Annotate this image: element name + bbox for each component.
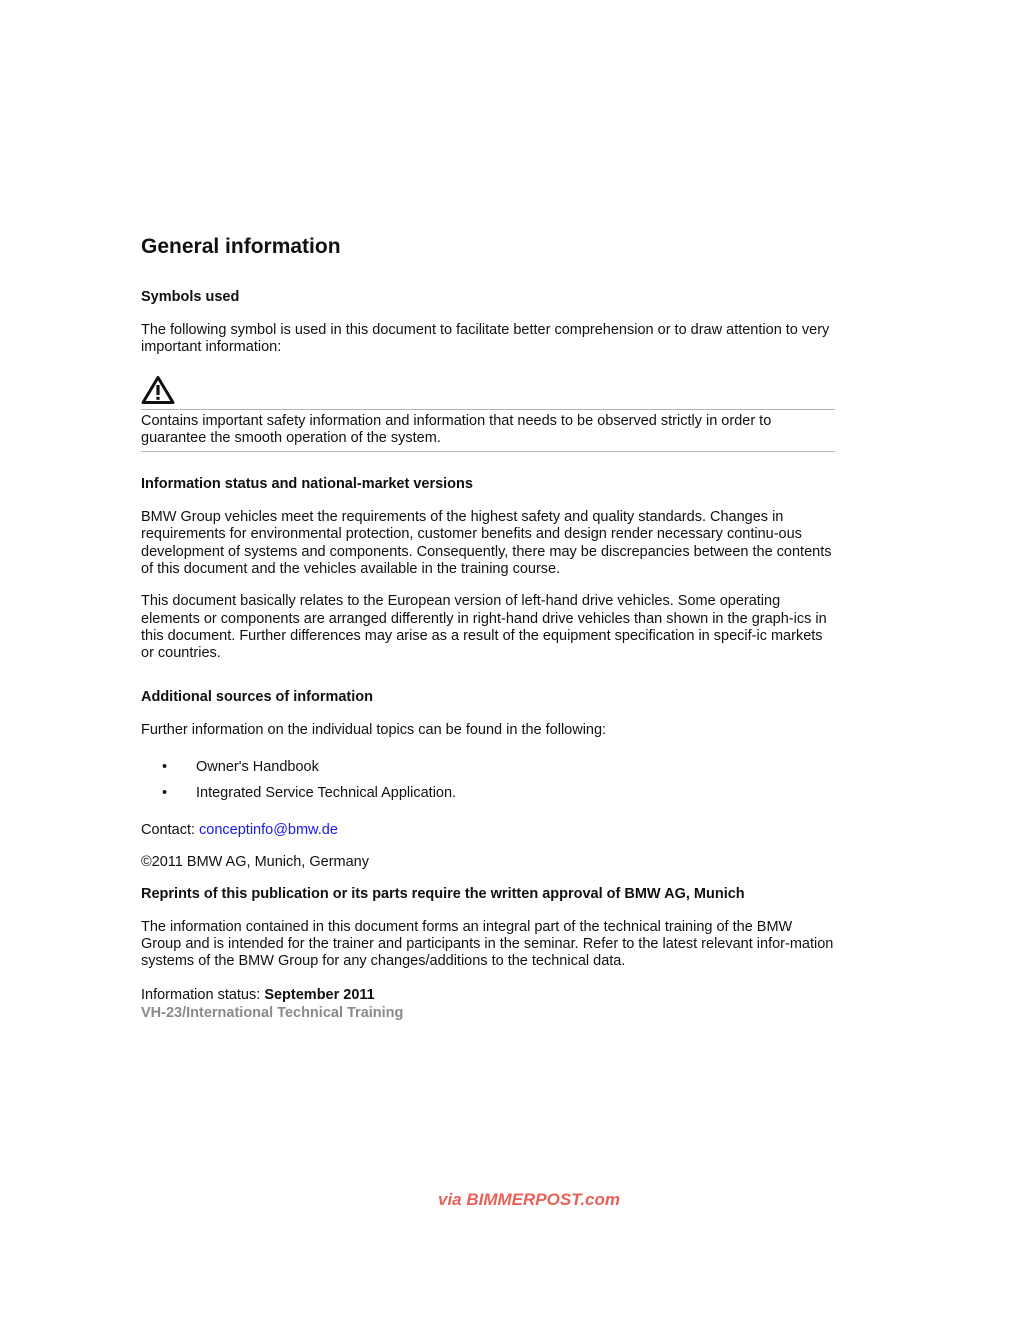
reprints-paragraph: The information contained in this document forms an integral part of the technical training of the BMW Group and is intended for the trainer and participants in the seminar. Refer to the latest relevant infor-mation systems of the BMW Group for any changes/additions to the technical data. [141, 918, 834, 970]
copyright-line: ©2011 BMW AG, Munich, Germany [141, 854, 369, 871]
status-heading: Information status and national-market versions [141, 476, 473, 493]
document-page [141, 233, 835, 1022]
symbols-intro: The following symbol is used in this document to facilitate better comprehension or to draw attention to very important information: [141, 322, 830, 356]
bullet-icon: • [162, 784, 168, 801]
list-item-label: Integrated Service Technical Application. [196, 784, 457, 801]
watermark-text: via BIMMERPOST.com [438, 1190, 620, 1209]
symbols-heading: Symbols used [141, 289, 240, 305]
sources-intro: Further information on the individual topics can be found in the following: [141, 721, 607, 738]
status-label: Information status: [141, 986, 265, 1003]
page-title: General information [141, 235, 341, 258]
list-item [141, 785, 835, 802]
sources-heading: Additional sources of information [141, 688, 374, 705]
department-line: VH-23/International Technical Training [141, 1004, 404, 1021]
list-item-label: Owner's Handbook [196, 758, 319, 775]
warning-note [141, 409, 835, 453]
contact-email-link[interactable]: conceptinfo@bmw.de [199, 821, 338, 838]
status-paragraph-2: This document basically relates to the European version of left-hand drive vehicles. Some operating elements or components are arranged differently in right-hand drive vehicles than shown in the graph-ics in this document. Further differences may arise as a result of the equipment specification in specif-ic markets or countries. [141, 593, 827, 662]
warning-triangle-icon [141, 375, 175, 405]
reprints-heading: Reprints of this publication or its parts require the written approval of BMW AG, Munich [141, 886, 745, 903]
list-item [141, 759, 835, 776]
sources-list [141, 759, 835, 802]
information-status [141, 986, 835, 1004]
contact-label: Contact: [141, 821, 200, 838]
bullet-icon: • [162, 758, 168, 775]
status-paragraph-1: BMW Group vehicles meet the requirements of the highest safety and quality standards. Changes in requirements for environmental protection, customer benefits and design render necessary continu-ous development of systems and components. Consequently, there may be discrepancies between the contents of this document and the vehicles available in the training course. [141, 509, 832, 578]
contact-line [141, 822, 835, 839]
status-value: September 2011 [264, 986, 375, 1003]
warning-text: Contains important safety information and information that needs to be observed strictly in order to guarantee the smooth operation of the system. [141, 412, 772, 446]
warning-block [141, 375, 835, 453]
